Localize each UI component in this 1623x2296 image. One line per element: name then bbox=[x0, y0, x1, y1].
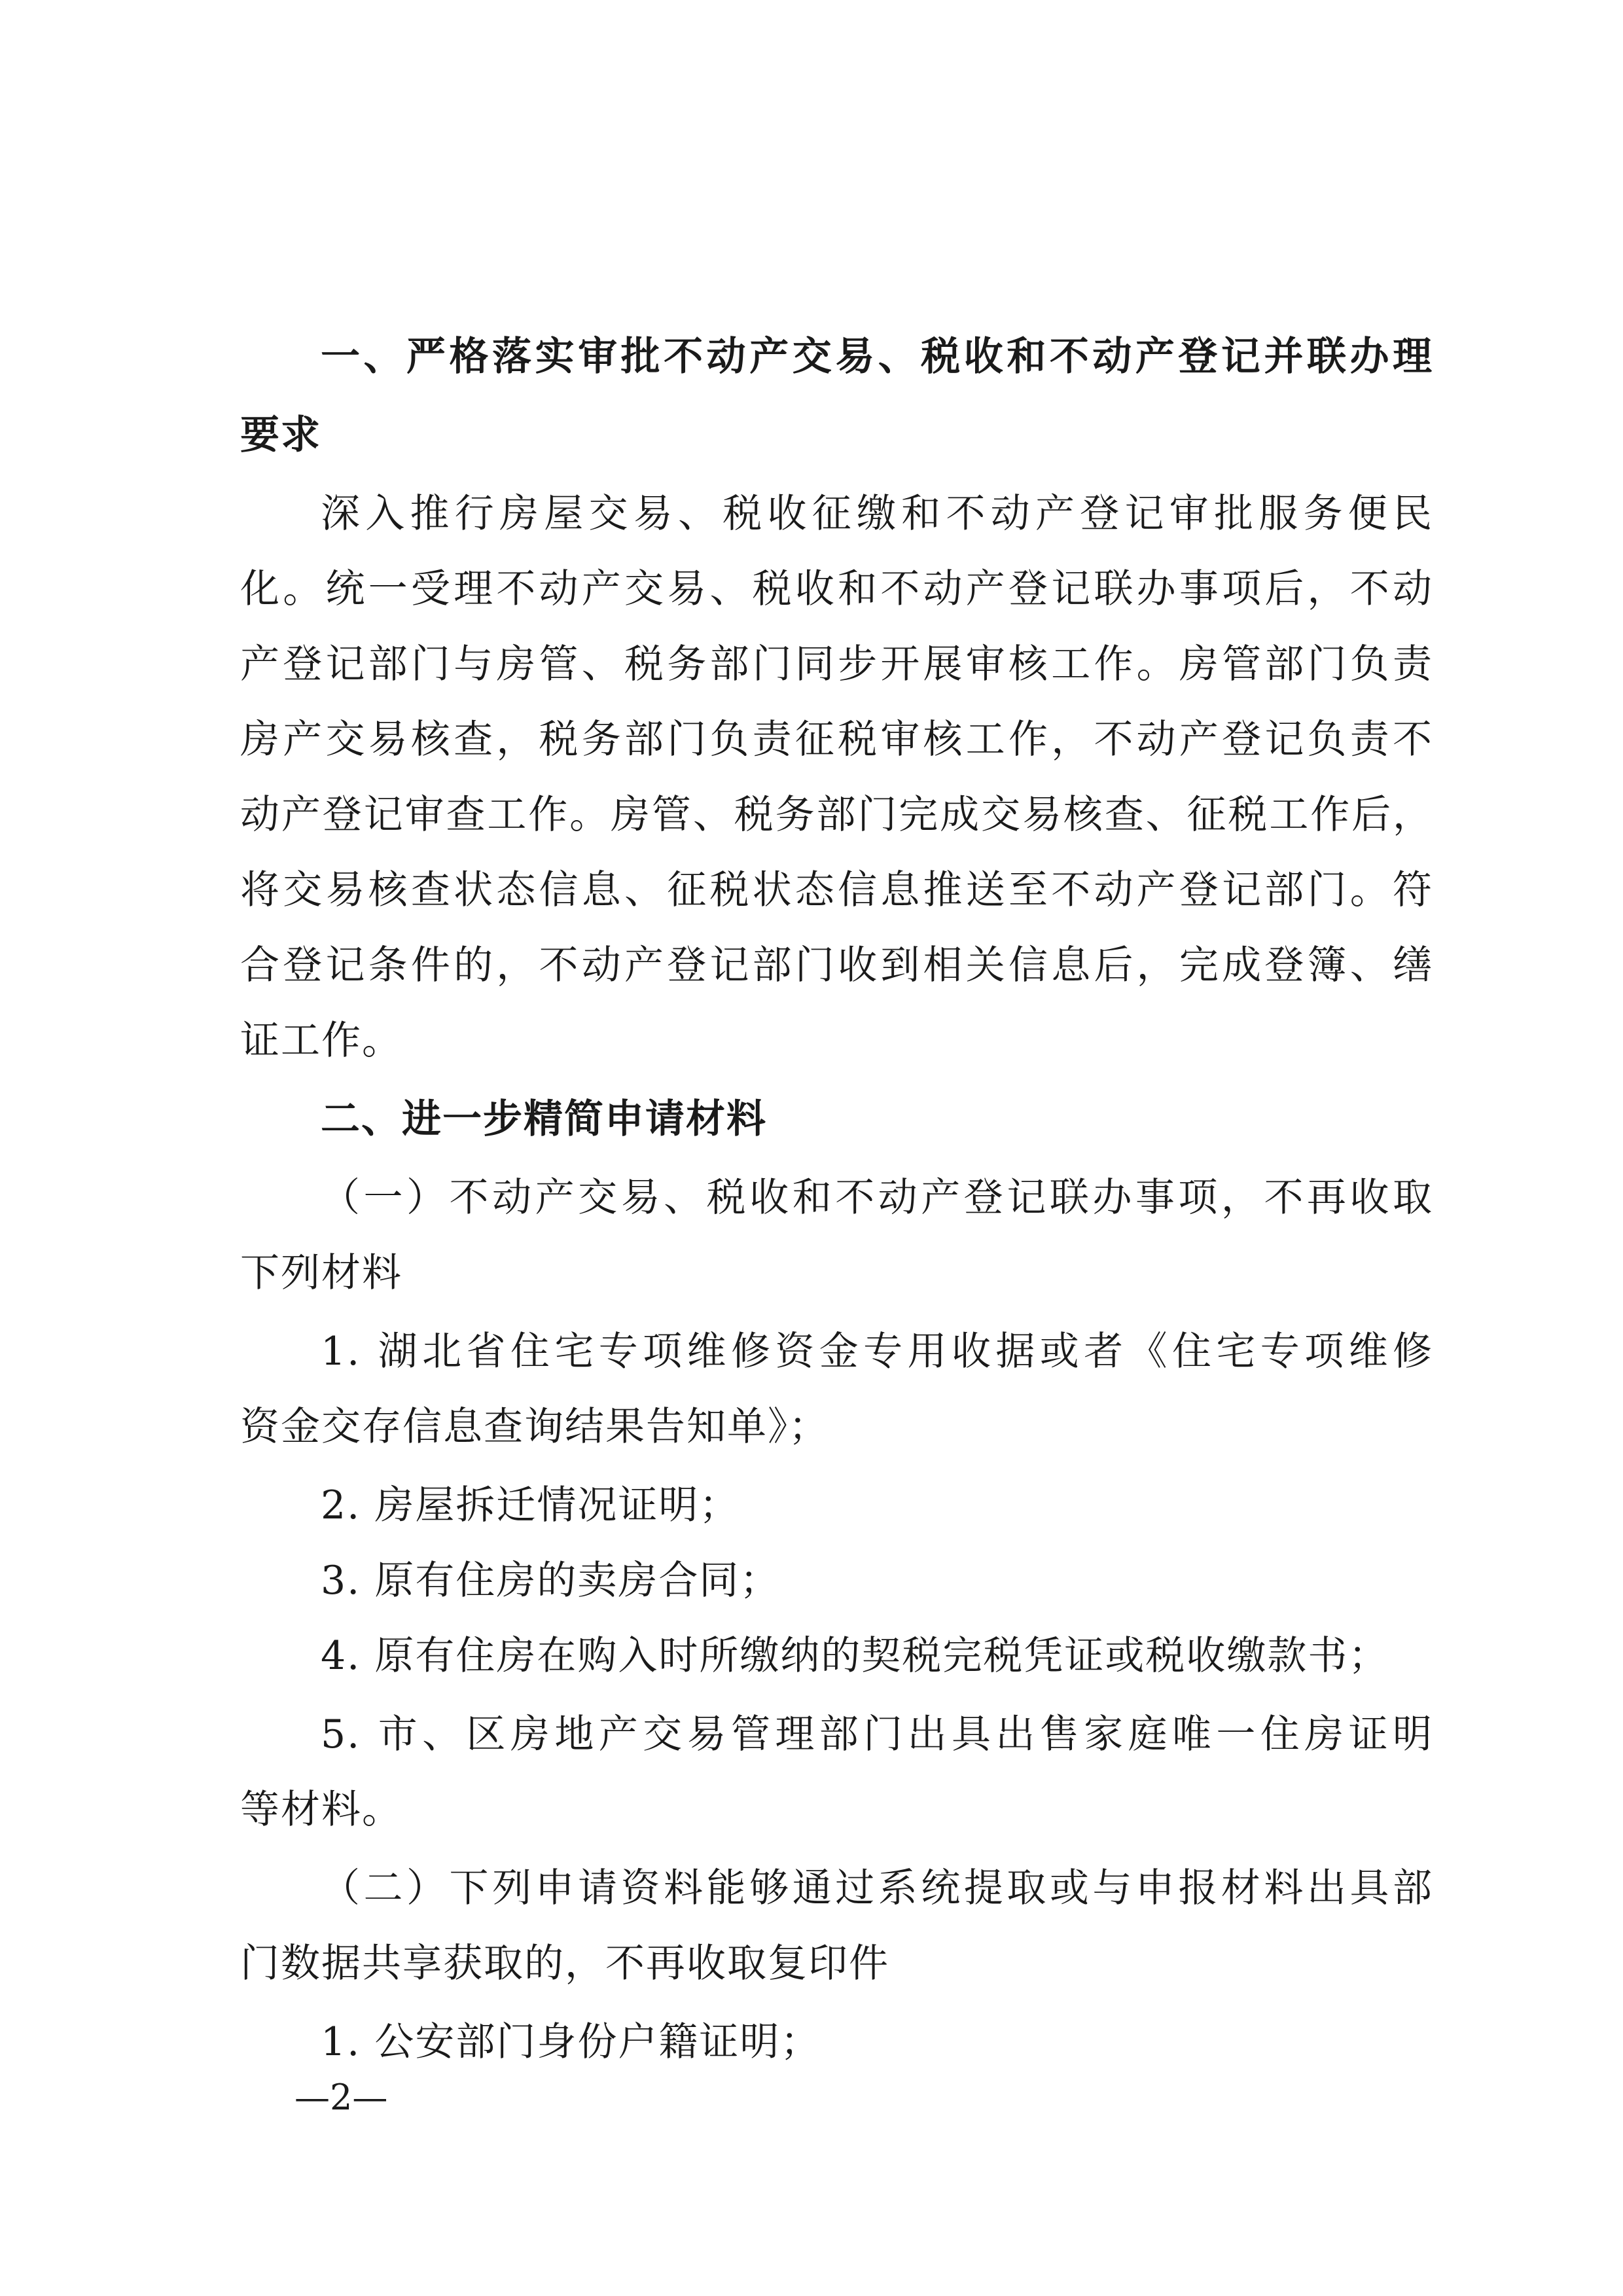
section1-para-line4: 房产交易核查，税务部门负责征税审核工作，不动产登记负责不 bbox=[240, 717, 1433, 762]
item1-2: 2. 房屋拆迁情况证明； bbox=[321, 1482, 740, 1528]
section1-para-line5: 动产登记审查工作。房管、税务部门完成交易核查、征税工作后， bbox=[240, 792, 1433, 838]
section1-heading-line2: 要求 bbox=[240, 412, 321, 458]
section2-heading: 二、进一步精简申请材料 bbox=[321, 1096, 767, 1142]
section2-sub2-line2: 门数据共享获取的，不再收取复印件 bbox=[240, 1941, 889, 1986]
section1-para-line1: 深入推行房屋交易、税收征缴和不动产登记审批服务便民 bbox=[321, 491, 1433, 537]
section1-para-line6: 将交易核查状态信息、征税状态信息推送至不动产登记部门。符 bbox=[240, 867, 1433, 913]
page-number: —2— bbox=[294, 2077, 388, 2118]
item1-1-line2: 资金交存信息查询结果告知单》； bbox=[240, 1404, 829, 1450]
item1-1-line1: 1. 湖北省住宅专项维修资金专用收据或者《住宅专项维修 bbox=[321, 1329, 1433, 1374]
item2-1: 1. 公安部门身份户籍证明； bbox=[321, 2019, 821, 2065]
section2-sub1-line1: （一）不动产交易、税收和不动产登记联办事项，不再收取 bbox=[321, 1175, 1433, 1221]
item1-4: 4. 原有住房在购入时所缴纳的契税完税凭证或税收缴款书； bbox=[321, 1633, 1389, 1679]
section1-para-line8: 证工作。 bbox=[240, 1018, 402, 1064]
section1-heading-line1: 一、严格落实审批不动产交易、税收和不动产登记并联办理 bbox=[321, 334, 1433, 380]
section2-sub2-line1: （二）下列申请资料能够通过系统提取或与申报材料出具部 bbox=[321, 1865, 1433, 1911]
section1-para-line7: 合登记条件的，不动产登记部门收到相关信息后，完成登簿、缮 bbox=[240, 942, 1433, 988]
item1-3: 3. 原有住房的卖房合同； bbox=[321, 1558, 781, 1604]
section1-para-line3: 产登记部门与房管、税务部门同步开展审核工作。房管部门负责 bbox=[240, 641, 1433, 687]
item1-5-line1: 5. 市、区房地产交易管理部门出具出售家庭唯一住房证明 bbox=[321, 1712, 1433, 1757]
item1-5-line2: 等材料。 bbox=[240, 1787, 402, 1833]
section2-sub1-line2: 下列材料 bbox=[240, 1250, 402, 1296]
section1-para-line2: 化。统一受理不动产交易、税收和不动产登记联办事项后，不动 bbox=[240, 566, 1433, 612]
